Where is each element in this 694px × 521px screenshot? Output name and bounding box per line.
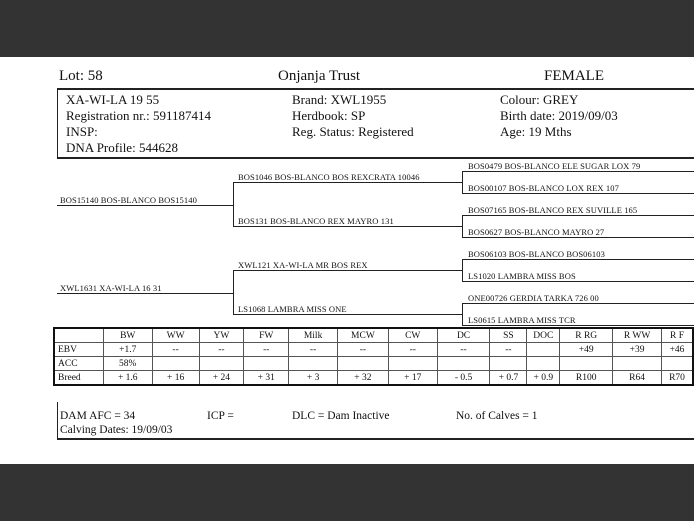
insp-label: INSP: [66, 124, 98, 139]
table-cell: -- [244, 343, 289, 357]
header-rule [57, 88, 694, 90]
table-cell: + 3 [289, 371, 338, 386]
pedigree-sire: BOS15140 BOS-BLANCO BOS15140 [60, 195, 197, 205]
table-header-cell: CW [388, 328, 437, 343]
table-header-cell: FW [244, 328, 289, 343]
sss-line [462, 171, 694, 172]
pedigree-sds: BOS07165 BOS-BLANCO REX SUVILLE 165 [468, 205, 638, 215]
pedigree-dds: ONE00726 GERDIA TARKA 726 00 [468, 293, 599, 303]
pedigree-sire-dam: BOS131 BOS-BLANCO REX MAYRO 131 [238, 216, 394, 226]
ebv-table [53, 327, 694, 386]
table-cell: 58% [103, 357, 152, 371]
table-cell: + 32 [338, 371, 389, 386]
table-cell [527, 343, 560, 357]
table-cell: +39 [613, 343, 662, 357]
ssd-line [462, 193, 694, 194]
birth-date: Birth date: 2019/09/03 [500, 108, 618, 123]
pedigree-dam-dam: LS1068 LAMBRA MISS ONE [238, 304, 347, 314]
dd-line [233, 314, 462, 315]
table-cell [152, 357, 199, 371]
table-header-cell: WW [152, 328, 199, 343]
dam-afc: DAM AFC = 34 [60, 410, 136, 422]
dss-line [462, 259, 694, 260]
sds-line [462, 215, 694, 216]
table-cell: -- [338, 343, 389, 357]
seller-name: Onjanja Trust [278, 68, 361, 84]
table-cell: R64 [613, 371, 662, 386]
dam-line [57, 293, 233, 294]
calving-dates: Calving Dates: 19/09/03 [60, 424, 173, 436]
ss-bracket [462, 171, 463, 193]
table-cell: ACC [54, 357, 103, 371]
pedigree-dam: XWL1631 XA-WI-LA 16 31 [60, 283, 162, 293]
brand: Brand: XWL1955 [292, 92, 387, 107]
table-cell: -- [388, 343, 437, 357]
table-cell [490, 357, 527, 371]
sire-line [57, 205, 233, 206]
colour: Colour: GREY [500, 92, 579, 107]
dna-profile: DNA Profile: 544628 [66, 140, 178, 155]
pedigree-sire-sire: BOS1046 BOS-BLANCO BOS REXCRATA 10046 [238, 172, 420, 182]
ds-bracket [462, 259, 463, 281]
table-cell: + 0.9 [527, 371, 560, 386]
table-cell: + 0.7 [490, 371, 527, 386]
table-header-cell: R F [662, 328, 694, 343]
footer-bottom-rule [57, 438, 694, 440]
info-bottom-rule [57, 157, 694, 159]
table-cell [338, 357, 389, 371]
table-cell: EBV [54, 343, 103, 357]
pedigree-sdd: BOS0627 BOS-BLANCO MAYRO 27 [468, 227, 605, 237]
table-cell [388, 357, 437, 371]
pedigree-dsd: LS1020 LAMBRA MISS BOS [468, 271, 576, 281]
catalogue-sheet [0, 57, 694, 464]
table-header-cell: R RG [560, 328, 613, 343]
table-header-cell: R WW [613, 328, 662, 343]
table-header-cell [54, 328, 103, 343]
dam-bracket [233, 270, 234, 314]
table-cell [613, 357, 662, 371]
table-cell: -- [199, 343, 244, 357]
dds-line [462, 303, 694, 304]
table-cell: +1.7 [103, 343, 152, 357]
dsd-line [462, 281, 694, 282]
table-header-cell: YW [199, 328, 244, 343]
table-header-cell: DC [437, 328, 490, 343]
pedigree-sss: BOS0479 BOS-BLANCO ELE SUGAR LOX 79 [468, 161, 641, 171]
registration-number: Registration nr.: 591187414 [66, 108, 212, 123]
table-cell: -- [289, 343, 338, 357]
table-cell [289, 357, 338, 371]
table-cell: + 16 [152, 371, 199, 386]
table-header-cell: BW [103, 328, 152, 343]
animal-name: XA-WI-LA 19 55 [66, 92, 160, 107]
footer-left-border [57, 402, 58, 438]
table-cell [199, 357, 244, 371]
table-cell [437, 357, 490, 371]
table-header-cell: Milk [289, 328, 338, 343]
table-cell: +46 [662, 343, 694, 357]
ds-line [233, 270, 462, 271]
sd-line [233, 226, 462, 227]
sdd-line [462, 237, 694, 238]
pedigree-ssd: BOS00107 BOS-BLANCO LOX REX 107 [468, 183, 619, 193]
table-cell [662, 357, 694, 371]
dlc: DLC = Dam Inactive [292, 410, 390, 422]
pedigree-ddd: LS0615 LAMBRA MISS TCR [468, 315, 576, 325]
table-cell: + 1.6 [103, 371, 152, 386]
herdbook: Herdbook: SP [292, 108, 366, 123]
table-cell: - 0.5 [437, 371, 490, 386]
breed-row [54, 371, 693, 386]
info-left-border [57, 88, 58, 158]
table-cell: R100 [560, 371, 613, 386]
age: Age: 19 Mths [500, 124, 572, 139]
table-cell [527, 357, 560, 371]
table-cell: + 24 [199, 371, 244, 386]
table-cell: -- [490, 343, 527, 357]
pedigree-dam-sire: XWL121 XA-WI-LA MR BOS REX [238, 260, 368, 270]
table-header-cell: DOC [527, 328, 560, 343]
table-cell [560, 357, 613, 371]
icp: ICP = [207, 410, 234, 422]
registration-status: Reg. Status: Registered [292, 124, 414, 139]
dd-bracket [462, 303, 463, 325]
acc-row [54, 357, 693, 371]
sd-bracket [462, 215, 463, 237]
animal-sex: FEMALE [544, 68, 604, 84]
ebv-header-row [54, 328, 693, 343]
table-cell: R70 [662, 371, 694, 386]
table-cell [244, 357, 289, 371]
table-cell: +49 [560, 343, 613, 357]
pedigree-dss: BOS06103 BOS-BLANCO BOS06103 [468, 249, 605, 259]
ebv-row [54, 343, 693, 357]
ddd-line [462, 325, 694, 326]
table-header-cell: SS [490, 328, 527, 343]
table-cell: -- [152, 343, 199, 357]
sire-bracket [233, 182, 234, 226]
number-of-calves: No. of Calves = 1 [456, 410, 538, 422]
table-cell: + 31 [244, 371, 289, 386]
lot-number: Lot: 58 [59, 68, 103, 84]
ss-line [233, 182, 462, 183]
table-cell: + 17 [388, 371, 437, 386]
table-cell: -- [437, 343, 490, 357]
table-header-cell: MCW [338, 328, 389, 343]
table-cell: Breed [54, 371, 103, 386]
